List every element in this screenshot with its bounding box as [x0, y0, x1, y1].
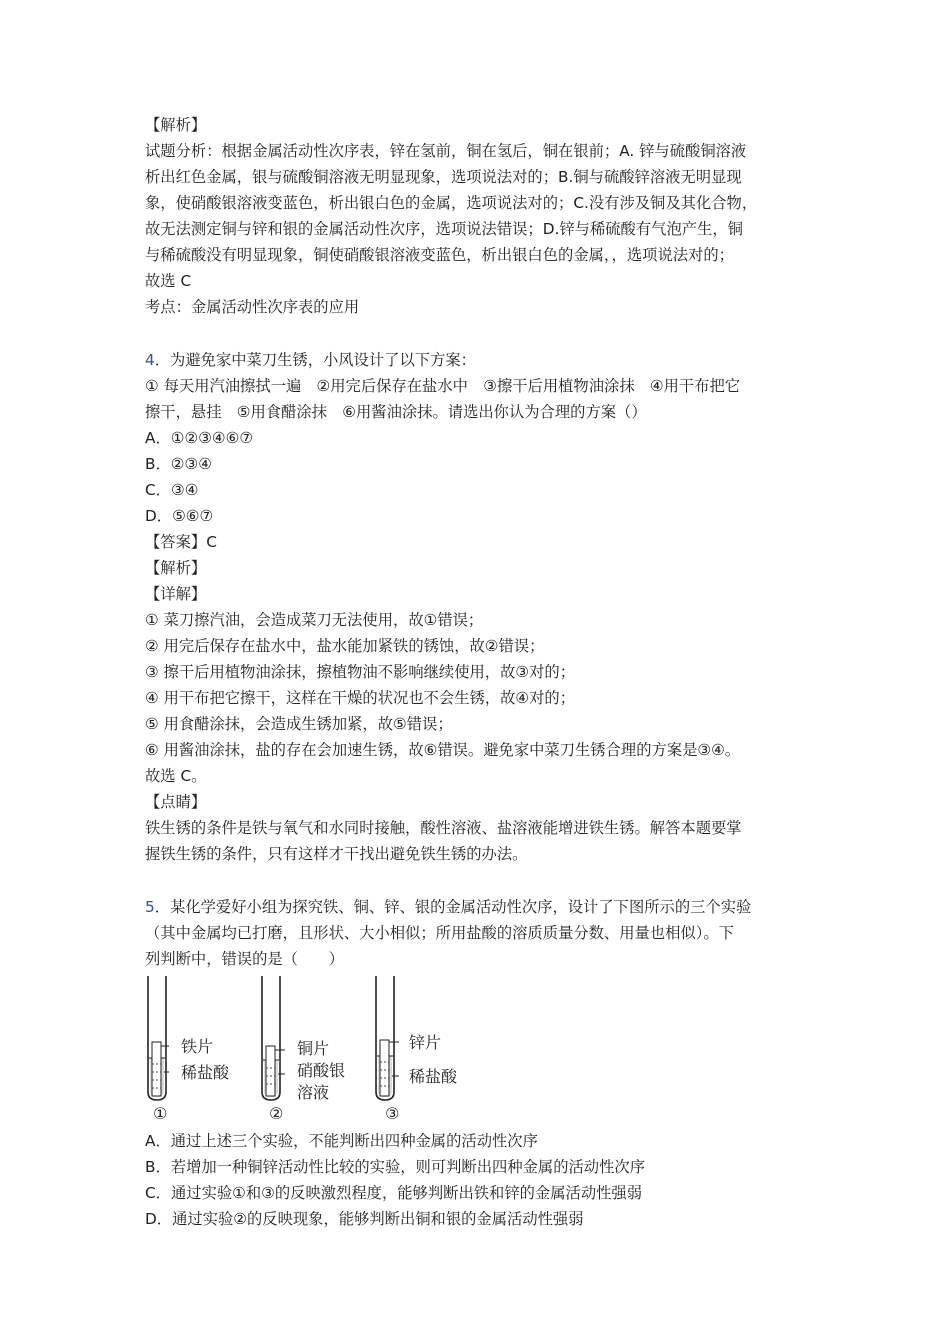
kaodian-line: 考点：金属活动性次序表的应用: [145, 298, 360, 316]
choice-a: A．①②③④⑥⑦: [145, 429, 254, 447]
detail-line: 故选 C。: [145, 767, 207, 785]
detail-line: ① 菜刀擦汽油，会造成菜刀无法使用，故①错误；: [145, 611, 484, 629]
point-line: 握铁生锈的条件，只有这样才干找出避免铁生锈的办法。: [145, 845, 528, 863]
analysis-line: 析出红色金属，银与硫酸铜溶液无明显现象，选项说法对的；B.铜与硫酸锌溶液无明显现: [145, 168, 742, 186]
tube-2-metal-label: 铜片: [297, 1039, 330, 1058]
experiment-figure: [145, 976, 813, 1126]
tube-2-number: ②: [269, 1104, 284, 1123]
tube-1-metal-label: 铁片: [181, 1037, 214, 1056]
detail-line: ④ 用干布把它擦干，这样在干燥的状况也不会生锈，故④对的；: [145, 689, 576, 707]
analysis-line: 故无法测定铜与锌和银的金属活动性次序，选项说法错误；D.锌与稀硫酸有气泡产生，铜: [145, 220, 743, 238]
choice-a: A．通过上述三个实验，不能判断出四种金属的活动性次序: [145, 1132, 538, 1150]
tube-2-solution-label: 硝酸银: [297, 1061, 346, 1080]
choice-d: D．通过实验②的反映现象，能够判断出铜和银的金属活动性强弱: [145, 1210, 584, 1228]
analysis-line: 象，使硝酸银溶液变蓝色，析出银白色的金属，选项说法对的；C.没有涉及铜及其化合物，: [145, 194, 758, 212]
analysis-heading: 【解析】: [145, 559, 207, 577]
tube-3-number: ③: [385, 1104, 400, 1123]
test-tube-2: [259, 976, 285, 1102]
analysis-line: 与稀硫酸没有明显现象，铜使硝酸银溶液变蓝色，析出银白色的金属，，选项说法对的；: [145, 246, 734, 264]
choice-c: C．③④: [145, 481, 199, 499]
tube-2-solution-label: 溶液: [297, 1083, 330, 1102]
analysis-line: 试题分析：根据金属活动性次序表，锌在氢前，铜在氢后，铜在银前；A. 锌与硫酸铜溶液: [145, 142, 747, 160]
tube-1-solution-label: 稀盐酸: [181, 1063, 230, 1082]
question-stem-text: ．某化学爱好小组为探究铁、铜、锌、银的金属活动性次序，设计了下图所示的三个实验: [154, 898, 752, 916]
options-line: ① 每天用汽油擦拭一遍 ②用完后保存在盐水中 ③擦干后用植物油涂抹 ④用干布把它: [145, 377, 741, 395]
question-stem-line: （其中金属均已打磨，且形状、大小相似；所用盐酸的溶质质量分数、用量也相似）。下: [145, 924, 734, 942]
question-number: 4: [145, 351, 155, 369]
question-number: 5: [145, 898, 155, 916]
test-tube-3: [373, 976, 399, 1102]
choice-c: C．通过实验①和③的反映激烈程度，能够判断出铁和锌的金属活动性强弱: [145, 1184, 643, 1202]
analysis-line: 故选 C: [145, 272, 192, 290]
answer-line: 【答案】C: [145, 533, 217, 551]
question-stem-line: 列判断中，错误的是（ ）: [145, 950, 344, 968]
choice-b: B．②③④: [145, 455, 212, 473]
tube-1-number: ①: [153, 1104, 168, 1123]
tube-3-metal-label: 锌片: [409, 1033, 442, 1052]
test-tube-1: [145, 976, 169, 1102]
question-4-stem: [145, 347, 813, 373]
detail-line: ⑥ 用酱油涂抹，盐的存在会加速生锈，故⑥错误。避免家中菜刀生锈合理的方案是③④。: [145, 741, 741, 759]
question-5-stem: [145, 894, 813, 920]
choice-b: B．若增加一种铜锌活动性比较的实验，则可判断出四种金属的活动性次序: [145, 1158, 645, 1176]
point-heading: 【点睛】: [145, 793, 207, 811]
detail-line: ② 用完后保存在盐水中，盐水能加紧铁的锈蚀，故②错误；: [145, 637, 545, 655]
analysis-heading: 【解析】: [145, 116, 207, 134]
tube-3-solution-label: 稀盐酸: [409, 1067, 458, 1086]
detail-line: ③ 擦干后用植物油涂抹，擦植物油不影响继续使用，故③对的；: [145, 663, 576, 681]
question-stem-text: ．为避免家中菜刀生锈，小风设计了以下方案：: [154, 351, 476, 369]
detail-heading: 【详解】: [145, 585, 207, 603]
detail-line: ⑤ 用食醋涂抹，会造成生锈加紧，故⑤错误；: [145, 715, 453, 733]
point-line: 铁生锈的条件是铁与氧气和水同时接触，酸性溶液、盐溶液能增进铁生锈。解答本题要掌: [145, 819, 742, 837]
options-line: 擦干，悬挂 ⑤用食醋涂抹 ⑥用酱油涂抹。请选出你认为合理的方案（）: [145, 403, 647, 421]
document-page: [145, 112, 813, 1232]
choice-d: D．⑤⑥⑦: [145, 507, 214, 525]
